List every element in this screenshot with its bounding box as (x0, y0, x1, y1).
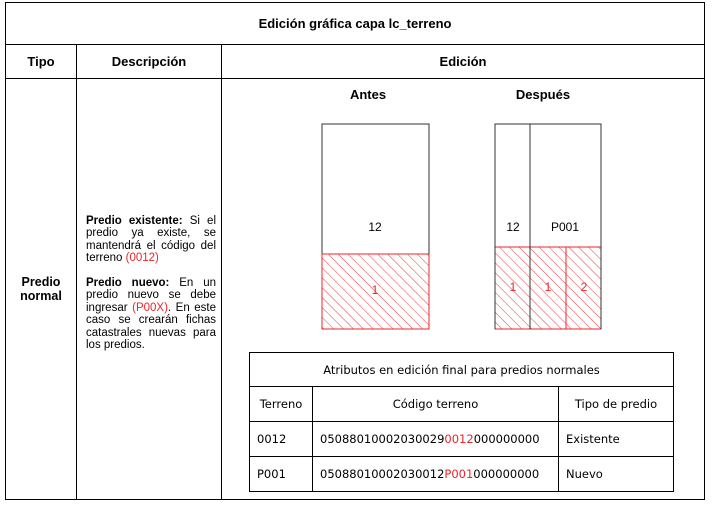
document-page (5, 2, 704, 500)
row2-code-digit: 2 (437, 467, 445, 481)
row1-code-digit: 9 (437, 432, 445, 446)
header-descripcion: Descripción (77, 45, 222, 79)
after-label-p001: P001 (550, 220, 580, 234)
before-title: Antes (349, 87, 387, 102)
col-codigo: Código terreno (313, 387, 559, 422)
existing-parcel-paragraph (86, 215, 216, 265)
after-label-12: 12 (506, 220, 520, 234)
new-text-2: . En este caso se crearán fichas catastrales nuevas para los predios. (86, 301, 217, 351)
after-hatch-label-2: 2 (580, 280, 588, 294)
after-hatch-label-1a: 1 (509, 280, 517, 294)
header-edicion: Edición (222, 45, 705, 79)
table-row (250, 422, 674, 457)
new-label: Predio nuevo: (86, 276, 170, 289)
after-hatch-label-1b: 1 (544, 280, 552, 294)
row1-tipo: Existente (559, 422, 674, 457)
row2-code-prefix: 0508801000203001 (320, 467, 438, 481)
row2-terreno: P001 (250, 457, 313, 492)
description-cell (77, 79, 222, 500)
new-text-1: En un predio nuevo se debe ingresar (86, 276, 216, 314)
existing-label: Predio existente: (86, 214, 183, 227)
before-label-12: 12 (368, 220, 382, 234)
table-row (250, 457, 674, 492)
after-title: Después (515, 87, 571, 102)
row2-code (313, 457, 559, 492)
type-line-2: normal (20, 289, 62, 303)
row1-code-red: 0012 (444, 432, 474, 446)
before-parcel-12 (322, 124, 429, 254)
row1-code-suffix: 000000000 (473, 432, 540, 446)
col-terreno: Terreno (250, 387, 313, 422)
existing-code: (0012) (125, 252, 159, 264)
before-hatch-label: 1 (371, 283, 379, 297)
new-parcel-paragraph (86, 277, 216, 352)
attributes-title: Atributos en edición final para predios normales (250, 353, 674, 387)
row1-terreno: 0012 (250, 422, 313, 457)
existing-text: Si el predio ya existe, se mantendrá el código del terreno (86, 214, 216, 264)
col-tipo: Tipo de predio (559, 387, 674, 422)
attributes-table (249, 352, 674, 492)
row1-code-prefix: 0508801000203002 (320, 432, 438, 446)
header-tipo: Tipo (6, 45, 77, 79)
new-code: (P00X) (132, 301, 168, 314)
row2-code-red: P001 (444, 467, 474, 481)
table-title: Edición gráfica capa lc_terreno (6, 3, 705, 45)
row1-code (313, 422, 559, 457)
type-cell (6, 79, 77, 500)
type-line-1: Predio (21, 275, 61, 289)
row2-tipo: Nuevo (559, 457, 674, 492)
row2-code-suffix: 000000000 (473, 467, 540, 481)
